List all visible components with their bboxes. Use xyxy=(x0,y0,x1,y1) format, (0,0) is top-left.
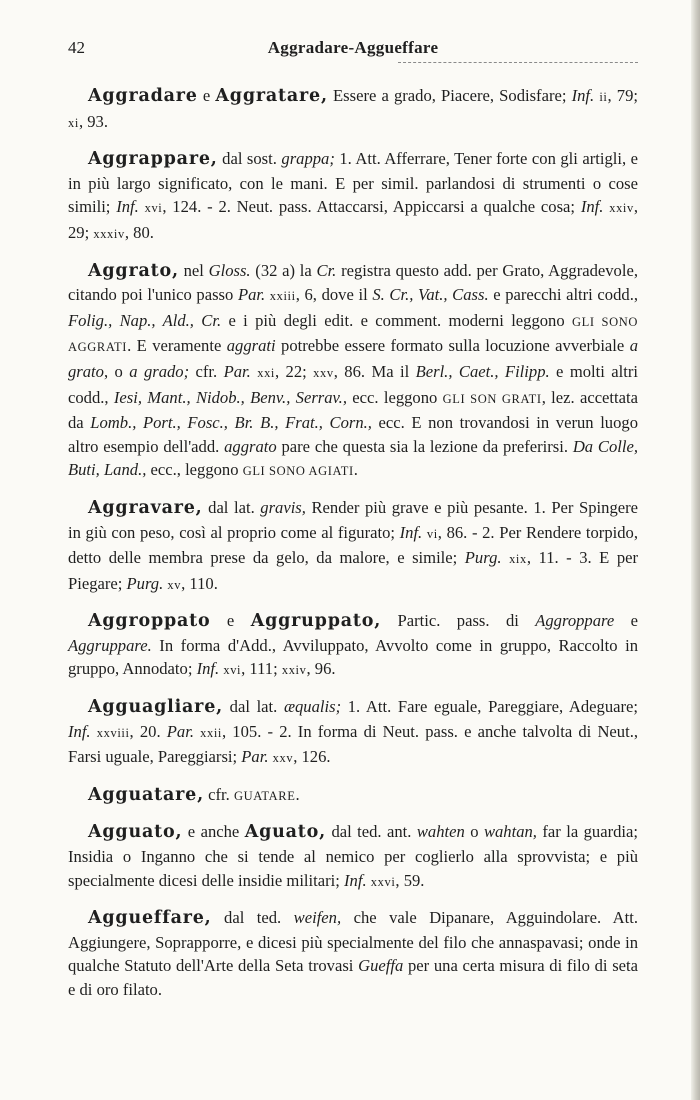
small-caps-ref: xxii xyxy=(200,725,222,740)
italic-ref: a grato xyxy=(68,336,638,381)
italic-ref: Cr. xyxy=(316,260,337,280)
body-text: , 93. xyxy=(78,111,108,131)
headword: Aguato, xyxy=(244,822,327,843)
body-text: , 124. - 2. Neut. pass. Attaccarsi, Appiccarsi a qualche cosa; xyxy=(162,197,581,217)
body-text: registra questo add. per Grato, Aggradevole, citando poi l'unico passo xyxy=(68,260,638,305)
entry-text xyxy=(68,259,638,484)
small-caps-ref: xix xyxy=(509,552,527,567)
italic-ref: Aggruppare. xyxy=(68,635,152,655)
body-text: , 6, dove il xyxy=(295,285,373,305)
small-caps-ref: GLI SONO AGGRATI xyxy=(68,314,638,355)
body-text: dal lat. xyxy=(202,497,261,517)
italic-ref: wahten xyxy=(416,822,465,842)
headword: Aggroppato xyxy=(88,611,211,632)
body-text: per una certa misura di filo di seta e di oro filato. xyxy=(68,956,639,999)
body-text: , 20. xyxy=(129,721,167,741)
small-caps-ref: xv xyxy=(167,577,182,592)
italic-ref: wahtan, xyxy=(483,822,537,842)
body-text: Render più grave e più pesante. 1. Per Spingere in giù con peso, così al proprio come al figurato; xyxy=(68,497,638,542)
italic-ref: Inf. xyxy=(571,86,595,105)
italic-ref: Lomb., Port., Fosc., Br. B., Frat., Corn., xyxy=(90,413,372,433)
body-text: e anche xyxy=(182,822,245,842)
body-text: In forma d'Add., Avviluppato, Avvolto come in gruppo, Raccolto in gruppo, Annodato; xyxy=(68,635,638,679)
italic-ref: Gueffa xyxy=(358,956,404,976)
headword: Agguagliare, xyxy=(88,697,224,718)
italic-ref: a grado; xyxy=(129,361,190,381)
entry-text xyxy=(68,820,638,894)
body-text: Essere a grado, Piacere, Sodisfare; xyxy=(327,86,572,105)
page-header xyxy=(68,38,638,64)
body-text: , 79; xyxy=(607,86,638,105)
body-text: e xyxy=(197,86,216,105)
small-caps-ref: xi xyxy=(68,115,79,130)
page-number: 42 xyxy=(68,38,85,57)
entry-agguato xyxy=(68,820,638,894)
page-edge xyxy=(691,0,700,1100)
small-caps-ref: xxvi xyxy=(370,874,396,889)
entry-agguagliare xyxy=(68,695,638,771)
entry-aggrappare xyxy=(68,147,638,246)
body-text: e xyxy=(210,611,251,631)
small-caps-ref: xvi xyxy=(144,201,163,216)
body-text: e parecchi altri codd., xyxy=(488,285,638,305)
body-text: dal ted. ant. xyxy=(326,822,417,842)
entry-aggravare xyxy=(68,496,638,597)
body-text xyxy=(502,548,510,567)
small-caps-ref: xxiv xyxy=(609,201,634,216)
body-text: . xyxy=(353,460,358,480)
body-text: , 126. xyxy=(293,747,331,767)
body-text: , 86. Ma il xyxy=(333,361,416,381)
small-caps-ref: xxiv xyxy=(281,663,307,678)
italic-ref: Inf. xyxy=(580,197,604,217)
body-text: cfr. xyxy=(203,784,234,804)
body-text: Partic. pass. di xyxy=(381,611,536,631)
headword: Aggrato, xyxy=(88,260,179,281)
headword: Agguato, xyxy=(88,822,183,843)
italic-ref: Purg. xyxy=(126,573,164,593)
italic-ref: æqualis; xyxy=(283,697,342,717)
small-caps-ref: vi xyxy=(426,526,438,541)
italic-ref: Inf. xyxy=(399,522,423,542)
small-caps-ref: xxv xyxy=(313,365,334,380)
italic-ref: Gloss. xyxy=(208,260,251,280)
italic-ref: Purg. xyxy=(464,548,502,568)
italic-ref: Aggroppare xyxy=(535,611,615,631)
small-caps-ref: GUATARE xyxy=(233,788,296,803)
italic-ref: Par. xyxy=(166,721,194,741)
body-text: , 105. - 2. In forma di Neut. pass. e anche talvolta di Neut., Farsi uguale, Pareggiarsi; xyxy=(68,721,639,767)
body-text: 1. Att. Fare eguale, Pareggiare, Adeguare; xyxy=(341,697,638,717)
body-text: , o xyxy=(103,361,130,381)
body-text: , 59. xyxy=(395,870,425,890)
small-caps-ref: xxxiv xyxy=(93,226,125,241)
body-text: , 22; xyxy=(275,361,314,381)
body-text: o xyxy=(464,822,484,842)
italic-ref: Da Colle, Buti, Land., xyxy=(68,436,638,480)
italic-ref: Par. xyxy=(237,285,266,305)
italic-ref: Iesi, Mant., Nidob., Benv., Serrav., xyxy=(113,387,347,407)
body-text: 1. Att. Afferrare, Tener forte con gli artigli, e in più largo significato, con le mani. E per simil. parlandosi di strumenti o cose simili; xyxy=(68,149,638,217)
body-text: dal sost. xyxy=(217,149,282,169)
italic-ref: aggrato xyxy=(224,436,277,456)
small-caps-ref: xxiii xyxy=(269,289,296,304)
body-text: e xyxy=(614,611,638,631)
italic-ref: Par. xyxy=(241,747,269,767)
italic-ref: grappa; xyxy=(281,149,335,169)
headword: Aggruppato, xyxy=(250,611,382,632)
body-text: , 86. - 2. Per Rendere torpido, detto delle membra prese da gelo, da malore, e simile; xyxy=(68,522,638,568)
entry-text xyxy=(68,609,638,683)
body-text: , 96. xyxy=(306,659,336,679)
body-text: , lez. accettata da xyxy=(68,387,638,433)
body-text: , 11. - 3. E per Piegare; xyxy=(68,548,639,593)
body-text: , 110. xyxy=(181,573,218,593)
body-text: dal lat. xyxy=(223,697,284,717)
italic-ref: weifen, xyxy=(293,908,342,928)
body-text: potrebbe essere formato sulla locuzione avverbiale xyxy=(275,336,630,356)
small-caps-ref: xxi xyxy=(257,365,275,380)
entry-agguatare xyxy=(68,783,638,809)
body-text: ecc., leggono xyxy=(146,460,243,480)
italic-ref: S. Cr., Vat., Cass. xyxy=(372,285,489,305)
body-text: nel xyxy=(178,260,209,280)
body-text: , 29; xyxy=(68,197,638,242)
italic-ref: gravis, xyxy=(260,497,306,517)
entry-text xyxy=(68,783,638,809)
body-text: ecc. E non trovandosi in verun luogo altro esempio dell'add. xyxy=(68,413,638,456)
body-text: . E veramente xyxy=(127,336,227,356)
entry-aggradare xyxy=(68,84,638,135)
entry-text xyxy=(68,84,638,135)
italic-ref: Inf. xyxy=(344,870,367,890)
dictionary-entries xyxy=(68,84,638,1014)
body-text: cfr. xyxy=(189,361,224,381)
small-caps-ref: GLI SONO AGIATI xyxy=(242,464,354,479)
entry-aggueffare xyxy=(68,906,638,1001)
body-text: . xyxy=(295,784,300,804)
body-text: e molti altri codd., xyxy=(68,361,638,407)
entry-text xyxy=(68,496,638,597)
headword: Aggradare xyxy=(88,86,198,106)
headword: Agguatare, xyxy=(88,784,204,805)
entry-text xyxy=(68,147,638,246)
entry-text xyxy=(68,906,638,1001)
body-text: , 111; xyxy=(241,659,282,679)
italic-ref: Folig., Nap., Ald., Cr. xyxy=(68,310,222,330)
italic-ref: Inf. xyxy=(196,659,220,679)
body-text: pare che questa sia la lezione da preferirsi. xyxy=(276,436,573,456)
entry-aggroppato xyxy=(68,609,638,683)
small-caps-ref: xxv xyxy=(272,751,294,766)
small-caps-ref: ii xyxy=(599,90,608,104)
entry-text xyxy=(68,695,638,771)
italic-ref: aggrati xyxy=(226,336,276,356)
small-caps-ref: GLI SON GRATI xyxy=(442,391,542,406)
body-text: che vale Dipanare, Agguindolare. Att. Aggiungere, Soprapporre, e dicesi più specialmente del filo che annaspavasi; onde in qualche Statuto dell'Arte della Seta trovasi xyxy=(68,908,638,976)
header-rule xyxy=(398,62,638,63)
body-text: dal ted. xyxy=(211,908,294,928)
headword: Aggratare, xyxy=(215,86,328,106)
body-text: far la guardia; Insidia o Inganno che si tende al nemico per coglierlo alla sprovvista; e più specialmente dicesi delle insidie militari; xyxy=(68,822,638,890)
body-text: , 80. xyxy=(124,222,154,242)
body-text: ecc. leggono xyxy=(346,387,443,407)
italic-ref: Inf. xyxy=(116,197,139,217)
headword: Aggrappare, xyxy=(88,149,218,170)
headword: Aggravare, xyxy=(88,497,203,518)
italic-ref: Inf. xyxy=(68,721,91,741)
body-text: (32 a) la xyxy=(250,260,317,280)
small-caps-ref: xvi xyxy=(223,663,242,678)
headword: Aggueffare, xyxy=(88,908,212,929)
entry-aggrato xyxy=(68,259,638,484)
italic-ref: Berl., Caet., Filipp. xyxy=(415,361,550,381)
italic-ref: Par. xyxy=(223,361,251,381)
body-text: e i più degli edit. e comment. moderni leggono xyxy=(221,310,572,330)
small-caps-ref: xxviii xyxy=(96,725,130,740)
running-head: Aggradare-Aggueffare xyxy=(267,38,439,57)
